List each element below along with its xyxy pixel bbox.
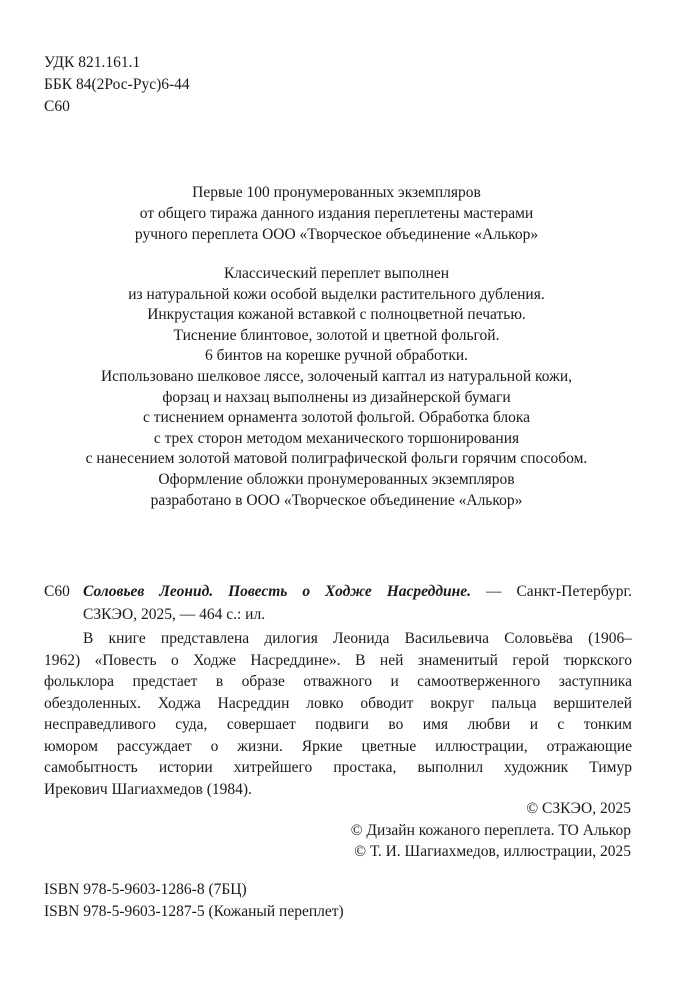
binding-line: Классический переплет выполнен <box>223 265 450 282</box>
catalog-place: — Санкт-Петербург. <box>486 583 633 600</box>
limited-edition-line: от общего тиража данного издания переплетены мастерами <box>139 205 534 222</box>
copyright-line: © СЗКЭО, 2025 <box>526 800 631 817</box>
binding-line: из натуральной кожи особой выделки растительного дубления. <box>128 285 545 303</box>
copyright-line: © Дизайн кожаного переплета. ТО Алькор <box>350 821 631 839</box>
binding-line: Тиснение блинтовое, золотой и цветной фольгой. <box>173 326 500 344</box>
catalog-publisher-details: СЗКЭО, 2025, — 464 с.: ил. <box>83 606 266 623</box>
catalog-code: С60 <box>44 583 70 600</box>
isbn-line: ISBN 978-5-9603-1287-5 (Кожаный переплет) <box>44 903 344 920</box>
annotation-line: самобытность истории хитрейшего простака, выполнил художник Тимур <box>44 759 632 776</box>
annotation-line: обездоленных. Ходжа Насреддин ловко обводит вокруг пальца вершителей <box>44 694 632 712</box>
annotation-line: несправедливого суда, совершает подвиги во имя любви и с тонким <box>44 716 632 733</box>
binding-line: Инкрустация кожаной вставкой с полноцветной печатью. <box>147 306 526 324</box>
binding-line: форзац и нахзац выполнены из дизайнерской бумаги <box>162 388 511 406</box>
binding-line: 6 бинтов на корешке ручной обработки. <box>204 347 469 365</box>
limited-edition-line: Первые 100 пронумерованных экземпляров <box>192 184 481 201</box>
limited-edition-line: ручного переплета ООО «Творческое объединение «Алькор» <box>134 226 539 243</box>
author-mark: С60 <box>44 98 70 115</box>
annotation-line: 1962) «Повесть о Ходже Насреддине». В ней знаменитый герой тюркского <box>44 651 632 669</box>
annotation <box>44 628 632 800</box>
catalog-author-title: Соловьев Леонид. Повесть о Ходже Насреддине. <box>83 583 472 600</box>
binding-line: Использовано шелковое ляссе, золоченый каптал из натуральной кожи, <box>100 367 573 385</box>
annotation-line: юмором рассуждает о жизни. Яркие цветные иллюстрации, отражающие <box>44 737 632 755</box>
annotation-line: Ирекович Шагиахмедов (1984). <box>44 780 252 798</box>
binding-line: с тиснением орнамента золотой фольгой. Обработка блока <box>142 409 531 427</box>
binding-line: разработано в ООО «Творческое объединение «Алькор» <box>150 491 523 509</box>
limited-edition-note <box>0 182 673 245</box>
annotation-line: фольклора предстает в образе отважного и самоотверженного заступника <box>44 673 632 690</box>
catalog-heading-text <box>83 580 632 603</box>
copyright-block <box>351 798 631 863</box>
isbn-line: ISBN 978-5-9603-1286-8 (7БЦ) <box>44 881 247 898</box>
binding-line: с нанесением золотой матовой полиграфической фольги горячим способом. <box>85 450 588 468</box>
isbn-block <box>44 879 344 923</box>
binding-description <box>0 264 673 511</box>
annotation-line: В книге представлена дилогия Леонида Васильевича Соловьёва (1906– <box>83 630 632 647</box>
catalog-heading <box>44 580 632 603</box>
catalog-entry <box>44 580 632 626</box>
bbk-code: ББК 84(2Рос-Рус)6-44 <box>44 76 190 93</box>
classification-block <box>44 52 190 118</box>
binding-line: с трех сторон методом механического торшонирования <box>153 429 520 447</box>
binding-line: Оформление обложки пронумерованных экземпляров <box>158 470 515 488</box>
copyright-line: © Т. И. Шагиахмедов, иллюстрации, 2025 <box>354 843 631 860</box>
udk-code: УДК 821.161.1 <box>44 54 141 71</box>
